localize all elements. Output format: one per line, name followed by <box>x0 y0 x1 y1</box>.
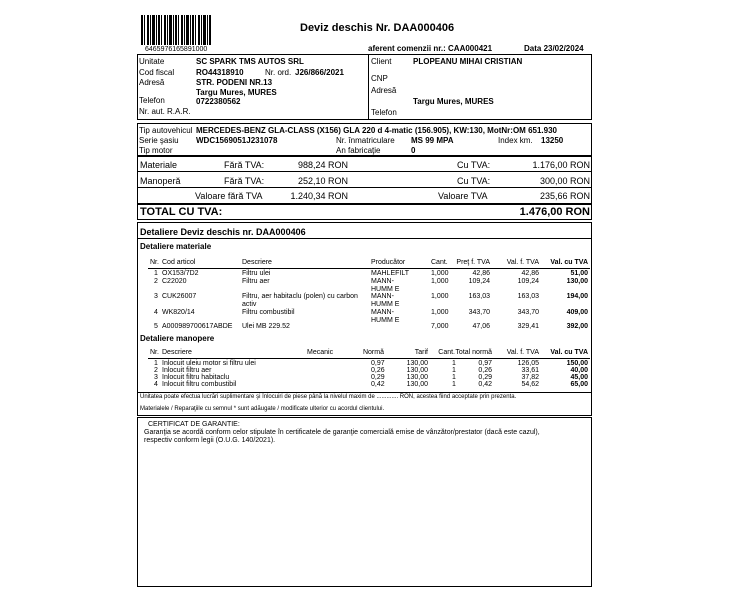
materials-net-label: Fără TVA: <box>224 160 265 170</box>
warranty-line-2: respectiv conform legii (O.U.G. 140/2021). <box>144 437 276 444</box>
client-city: Targu Mures, MURES <box>413 97 494 106</box>
plate-label: Nr. înmatriculare <box>336 136 395 145</box>
col-desc: Descriere <box>162 349 192 356</box>
col-nr: Nr. <box>150 259 159 266</box>
client-label: Client <box>371 57 392 66</box>
warranty-title: CERTIFICAT DE GARANTIE: <box>148 421 240 428</box>
col-prod: Producător <box>371 259 406 266</box>
year: 0 <box>411 146 416 155</box>
vin: WDC1569051J231078 <box>196 136 278 145</box>
labor-gross-value: 300,00 RON <box>539 176 590 186</box>
document-title: Deviz deschis Nr. DAA000406 <box>300 22 455 34</box>
km: 13250 <box>541 136 564 145</box>
materials-gross-value: 1.176,00 RON <box>532 160 590 170</box>
client-name: PLOPEANU MIHAI CRISTIAN <box>413 57 523 66</box>
vehicle-type: MERCEDES-BENZ GLA-CLASS (X156) GLA 220 d 4-matic (156.905), KW:130, MotNr:OM 651.930 <box>196 126 557 135</box>
col-qty: Cant. <box>431 259 448 266</box>
unit-address-label: Adresă <box>139 78 165 87</box>
vat-label: Valoare TVA <box>438 191 488 201</box>
client-phone-label: Telefon <box>371 108 397 117</box>
grand-total-label: TOTAL CU TVA: <box>140 206 223 218</box>
engine-label: Tip motor <box>139 146 173 155</box>
vat-value: 235,66 RON <box>539 191 590 201</box>
fiscal-code-label: Cod fiscal <box>139 68 175 77</box>
cnp-label: CNP <box>371 74 388 83</box>
materials-net-value: 988,24 RON <box>297 160 348 170</box>
net-total-value: 1.240,34 RON <box>290 191 348 201</box>
reg-number: J26/866/2021 <box>295 68 344 77</box>
unit-label: Unitate <box>139 57 165 66</box>
grand-total-value: 1.476,00 RON <box>519 206 590 218</box>
document-date: Data 23/02/2024 <box>524 44 584 53</box>
col-desc: Descriere <box>242 259 272 266</box>
vin-label: Serie şasiu <box>139 136 179 145</box>
fiscal-code: RO44318910 <box>196 68 244 77</box>
col-valtva: Val. cu TVA <box>550 259 588 266</box>
unit-city: Targu Mures, MURES <box>196 88 277 97</box>
plate: MS 99 MPA <box>411 136 454 145</box>
km-label: Index km. <box>498 136 533 145</box>
col-val: Val. f. TVA <box>506 349 539 356</box>
year-label: An fabricaţie <box>336 146 381 155</box>
rar-label: Nr. aut. R.A.R. <box>139 107 191 116</box>
order-reference: aferent comenzii nr.: CAA000421 <box>368 44 493 53</box>
materials-label: Materiale <box>140 160 178 170</box>
barcode <box>141 15 211 45</box>
col-val: Val. f. TVA <box>506 259 539 266</box>
labor-net-label: Fără TVA: <box>224 176 265 186</box>
col-total-norm: Total normă <box>455 349 492 356</box>
col-norm: Normă <box>362 349 384 356</box>
labor-label: Manoperă <box>140 176 181 186</box>
detail-title: Detaliere Deviz deschis nr. DAA000406 <box>140 227 306 237</box>
additional-work-note: Unitatea poate efectua lucrări suplimentare şi înlocuiri de piese până la nivelul maxim de ............. RON, acestea fiind acceptate prin prezenta. <box>140 394 517 400</box>
unit-phone-label: Telefon <box>139 96 165 105</box>
unit-phone: 0722380562 <box>196 97 241 106</box>
labor-section-title: Detaliere manopere <box>140 334 215 343</box>
warranty-line-1: Garanţia se acordă conform celor stipulate în certificatele de garanţie comercială emise de vânzător/prestator (dacă este cazul), <box>144 429 540 436</box>
col-qty: Cant. <box>438 349 455 356</box>
col-price: Preţ f. TVA <box>456 259 490 266</box>
vehicle-type-label: Tip autovehicul <box>139 126 193 135</box>
reg-label: Nr. ord. <box>265 68 292 77</box>
materials-note: Materialele / Reparaţiile cu semnul * sunt adăugate / modificate ulterior cu acordul clientului. <box>140 406 385 412</box>
col-rate: Tarif <box>414 349 428 356</box>
net-total-label: Valoare fără TVA <box>195 191 263 201</box>
materials-gross-label: Cu TVA: <box>457 160 491 170</box>
col-mechanic: Mecanic <box>307 349 334 356</box>
client-address-label: Adresă <box>371 86 397 95</box>
col-code: Cod articol <box>162 259 196 266</box>
materials-section-title: Detaliere materiale <box>140 242 212 251</box>
barcode-number: 6465976165891000 <box>145 46 208 53</box>
labor-gross-label: Cu TVA: <box>457 176 491 186</box>
col-nr: Nr. <box>150 349 159 356</box>
labor-net-value: 252,10 RON <box>297 176 348 186</box>
unit-name: SC SPARK TMS AUTOS SRL <box>196 57 304 66</box>
col-valtva: Val. cu TVA <box>550 349 588 356</box>
unit-street: STR. PODENI NR.13 <box>196 78 273 87</box>
